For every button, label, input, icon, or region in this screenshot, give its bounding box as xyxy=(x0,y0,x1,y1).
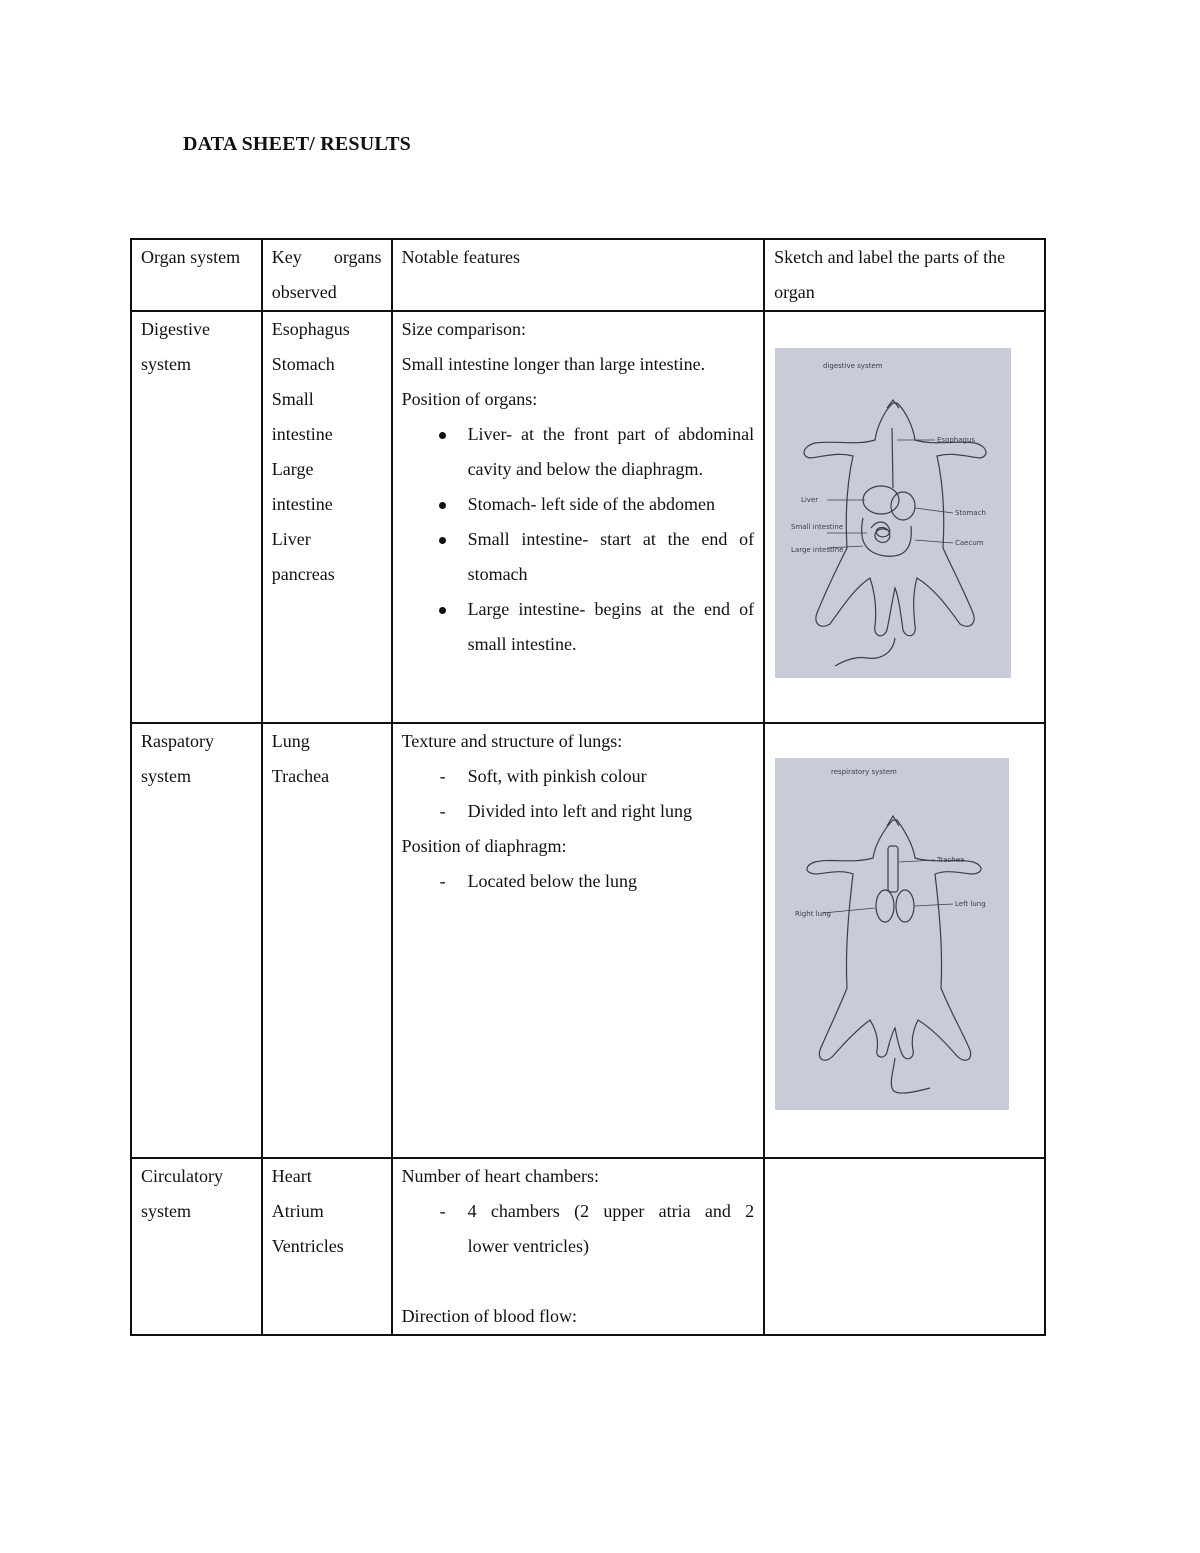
results-table xyxy=(130,238,1046,1336)
right-lung-label: Right lung xyxy=(795,910,832,918)
respiratory-dash-list xyxy=(402,759,755,829)
respiratory-system-sketch xyxy=(775,758,1009,1110)
bullet-item: Small intestine- start at the end of stomach xyxy=(402,522,755,592)
respiratory-sketch-cell xyxy=(764,723,1045,1158)
circulatory-dash-list xyxy=(402,1194,755,1264)
circulatory-system-cell: Circulatory system xyxy=(131,1158,262,1335)
circulatory-features-cell: Number of heart chambers: - 4 chambers (2 upper atria and 2 lower ventricles) Direction of blood flow: xyxy=(392,1158,765,1335)
digestive-sketch-cell xyxy=(764,311,1045,723)
digestive-bullet-list xyxy=(402,417,755,662)
digestive-organs-cell: Esophagus Stomach Small intestine Large intestine Liver pancreas xyxy=(262,311,392,723)
respiratory-organs-cell: Lung Trachea xyxy=(262,723,392,1158)
header-sketch: Sketch and label the parts of the organ xyxy=(764,239,1045,311)
liver-label: Liver xyxy=(801,496,819,504)
trachea-label: Trachea xyxy=(937,856,965,864)
bullet-dot-icon xyxy=(439,537,446,544)
dash-item: - Divided into left and right lung xyxy=(439,801,693,821)
respiratory-row xyxy=(131,723,1045,1158)
header-notable-features: Notable features xyxy=(392,239,765,311)
bullet-dot-icon xyxy=(439,607,446,614)
header-organ-system: Organ system xyxy=(131,239,262,311)
diaphragm-dash-list xyxy=(402,864,755,899)
bullet-item: Large intestine- begins at the end of small intestine. xyxy=(402,592,755,662)
circulatory-row xyxy=(131,1158,1045,1335)
digestive-system-cell: Digestive system xyxy=(131,311,262,723)
circulatory-organs-cell: Heart Atrium Ventricles xyxy=(262,1158,392,1335)
respiratory-sketch-heading: respiratory system xyxy=(831,768,897,776)
bullet-item: Liver- at the front part of abdominal cavity and below the diaphragm. xyxy=(402,417,755,487)
dash-item: - Soft, with pinkish colour xyxy=(439,766,647,786)
digestive-row xyxy=(131,311,1045,723)
dash-item: - Located below the lung xyxy=(439,871,638,891)
caecum-label: Caecum xyxy=(955,539,984,547)
header-key-organs: Key organs observed xyxy=(262,239,392,311)
circulatory-sketch-cell xyxy=(764,1158,1045,1335)
stomach-label: Stomach xyxy=(955,509,987,517)
digestive-system-sketch xyxy=(775,348,1011,678)
page-title: DATA SHEET/ RESULTS xyxy=(183,133,411,155)
header-row xyxy=(131,239,1045,311)
digestive-features-cell: Size comparison: Small intestine longer than large intestine. Position of organs: Liver- at the front part of abdominal cavity and below the diaphragm. Stomach- left side of the abdomen Small intestine- start at the end of stomach Large intestine- begins at the end of small intestine. xyxy=(392,311,765,723)
respiratory-features-cell: Texture and structure of lungs: - Soft, with pinkish colour - Divided into left and right lung Position of diaphragm: - Located below the lung xyxy=(392,723,765,1158)
large-intestine-label: Large intestine xyxy=(791,546,844,554)
esophagus-label: Esophagus xyxy=(937,436,976,444)
bullet-item: Stomach- left side of the abdomen xyxy=(402,487,755,522)
digestive-sketch-heading: digestive system xyxy=(823,362,883,370)
dash-item: - 4 chambers (2 upper atria and 2 lower ventricles) xyxy=(439,1201,755,1256)
left-lung-label: Left lung xyxy=(955,900,986,908)
respiratory-system-cell: Raspatory system xyxy=(131,723,262,1158)
bullet-dot-icon xyxy=(439,502,446,509)
bullet-dot-icon xyxy=(439,432,446,439)
small-intestine-label: Small intestine xyxy=(791,523,844,531)
